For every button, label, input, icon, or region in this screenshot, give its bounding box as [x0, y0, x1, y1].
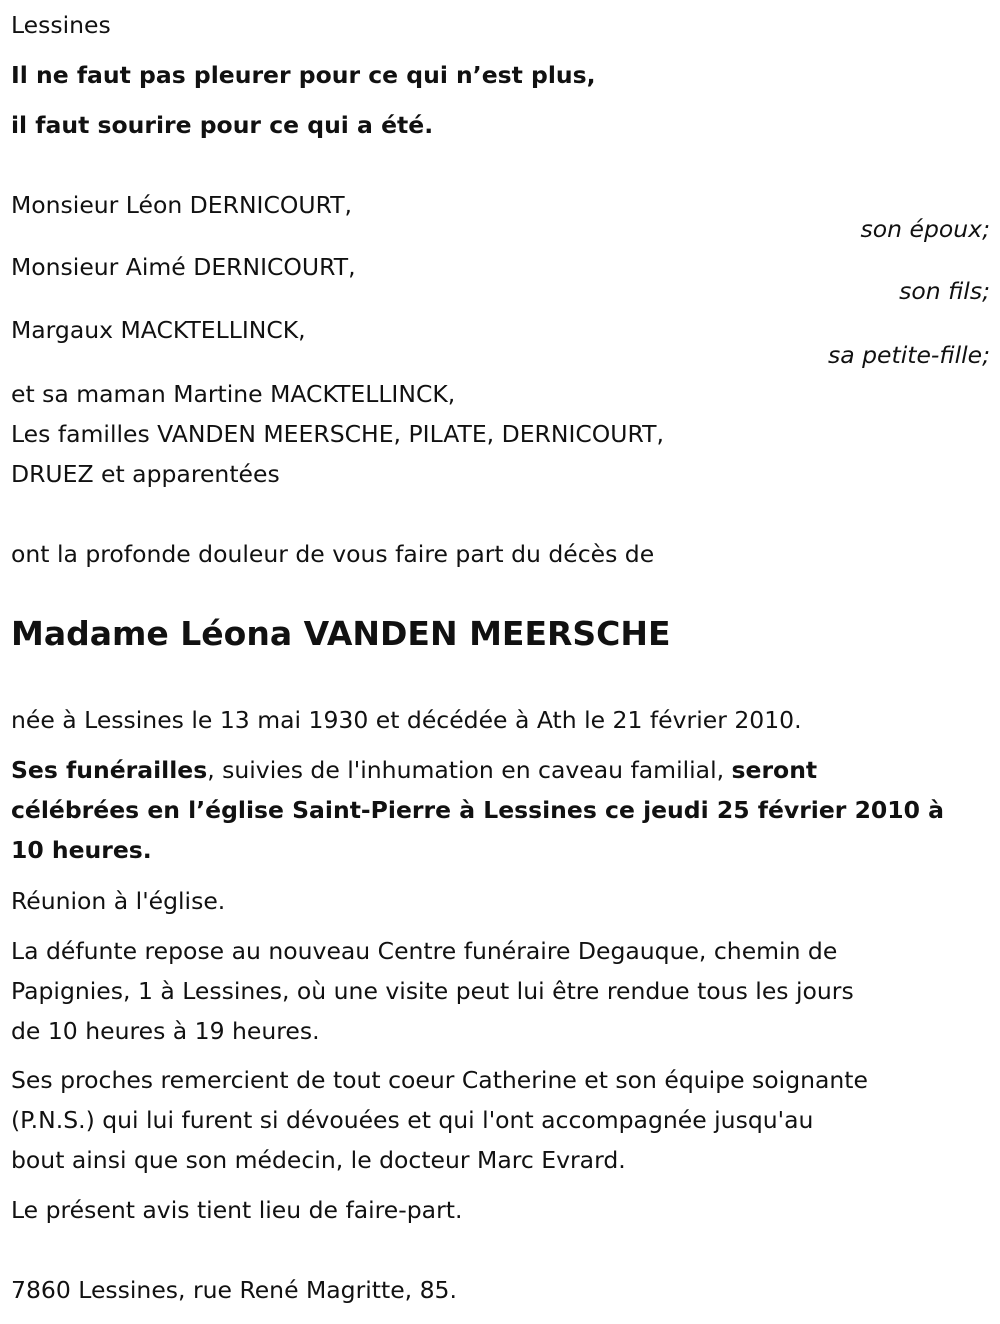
others-line: DRUEZ et apparentées [11, 460, 280, 488]
others-line: et sa maman Martine MACKTELLINCK, [11, 380, 456, 408]
rest-line: de 10 heures à 19 heures. [11, 1017, 320, 1045]
quote-line-1: Il ne faut pas pleurer pour ce qui n’est plus, [11, 61, 596, 89]
meeting: Réunion à l'église. [11, 887, 226, 915]
family-relation: son fils; [899, 277, 990, 305]
rest-line: La défunte repose au nouveau Centre funéraire Degauque, chemin de [11, 937, 838, 965]
notice: Le présent avis tient lieu de faire-part. [11, 1196, 463, 1224]
thanks-line: bout ainsi que son médecin, le docteur Marc Evrard. [11, 1146, 626, 1174]
funeral-bold: Ses funérailles [11, 756, 208, 784]
deceased-name: Madame Léona VANDEN MEERSCHE [11, 614, 671, 653]
family-name: Monsieur Léon DERNICOURT, [11, 191, 353, 219]
place: Lessines [11, 11, 111, 39]
funeral-line-1 [11, 755, 817, 785]
birth-death: née à Lessines le 13 mai 1930 et décédée à Ath le 21 février 2010. [11, 706, 802, 734]
funeral-bold: seront [731, 756, 818, 784]
family-relation: sa petite-fille; [828, 341, 990, 369]
announcement: ont la profonde douleur de vous faire part du décès de [11, 540, 655, 568]
funeral-text: , suivies de l'inhumation en caveau familial, [207, 756, 732, 784]
thanks-line: (P.N.S.) qui lui furent si dévouées et qui l'ont accompagnée jusqu'au [11, 1106, 814, 1134]
funeral-line-2: célébrées en l’église Saint-Pierre à Lessines ce jeudi 25 février 2010 à [11, 796, 945, 824]
family-name: Margaux MACKTELLINCK, [11, 316, 306, 344]
funeral-line-3: 10 heures. [11, 836, 152, 864]
family-relation: son époux; [860, 215, 990, 243]
address: 7860 Lessines, rue René Magritte, 85. [11, 1276, 457, 1304]
family-name: Monsieur Aimé DERNICOURT, [11, 253, 356, 281]
quote-line-2: il faut sourire pour ce qui a été. [11, 111, 434, 139]
rest-line: Papignies, 1 à Lessines, où une visite peut lui être rendue tous les jours [11, 977, 854, 1005]
thanks-line: Ses proches remercient de tout coeur Catherine et son équipe soignante [11, 1066, 868, 1094]
others-line: Les familles VANDEN MEERSCHE, PILATE, DERNICOURT, [11, 420, 664, 448]
